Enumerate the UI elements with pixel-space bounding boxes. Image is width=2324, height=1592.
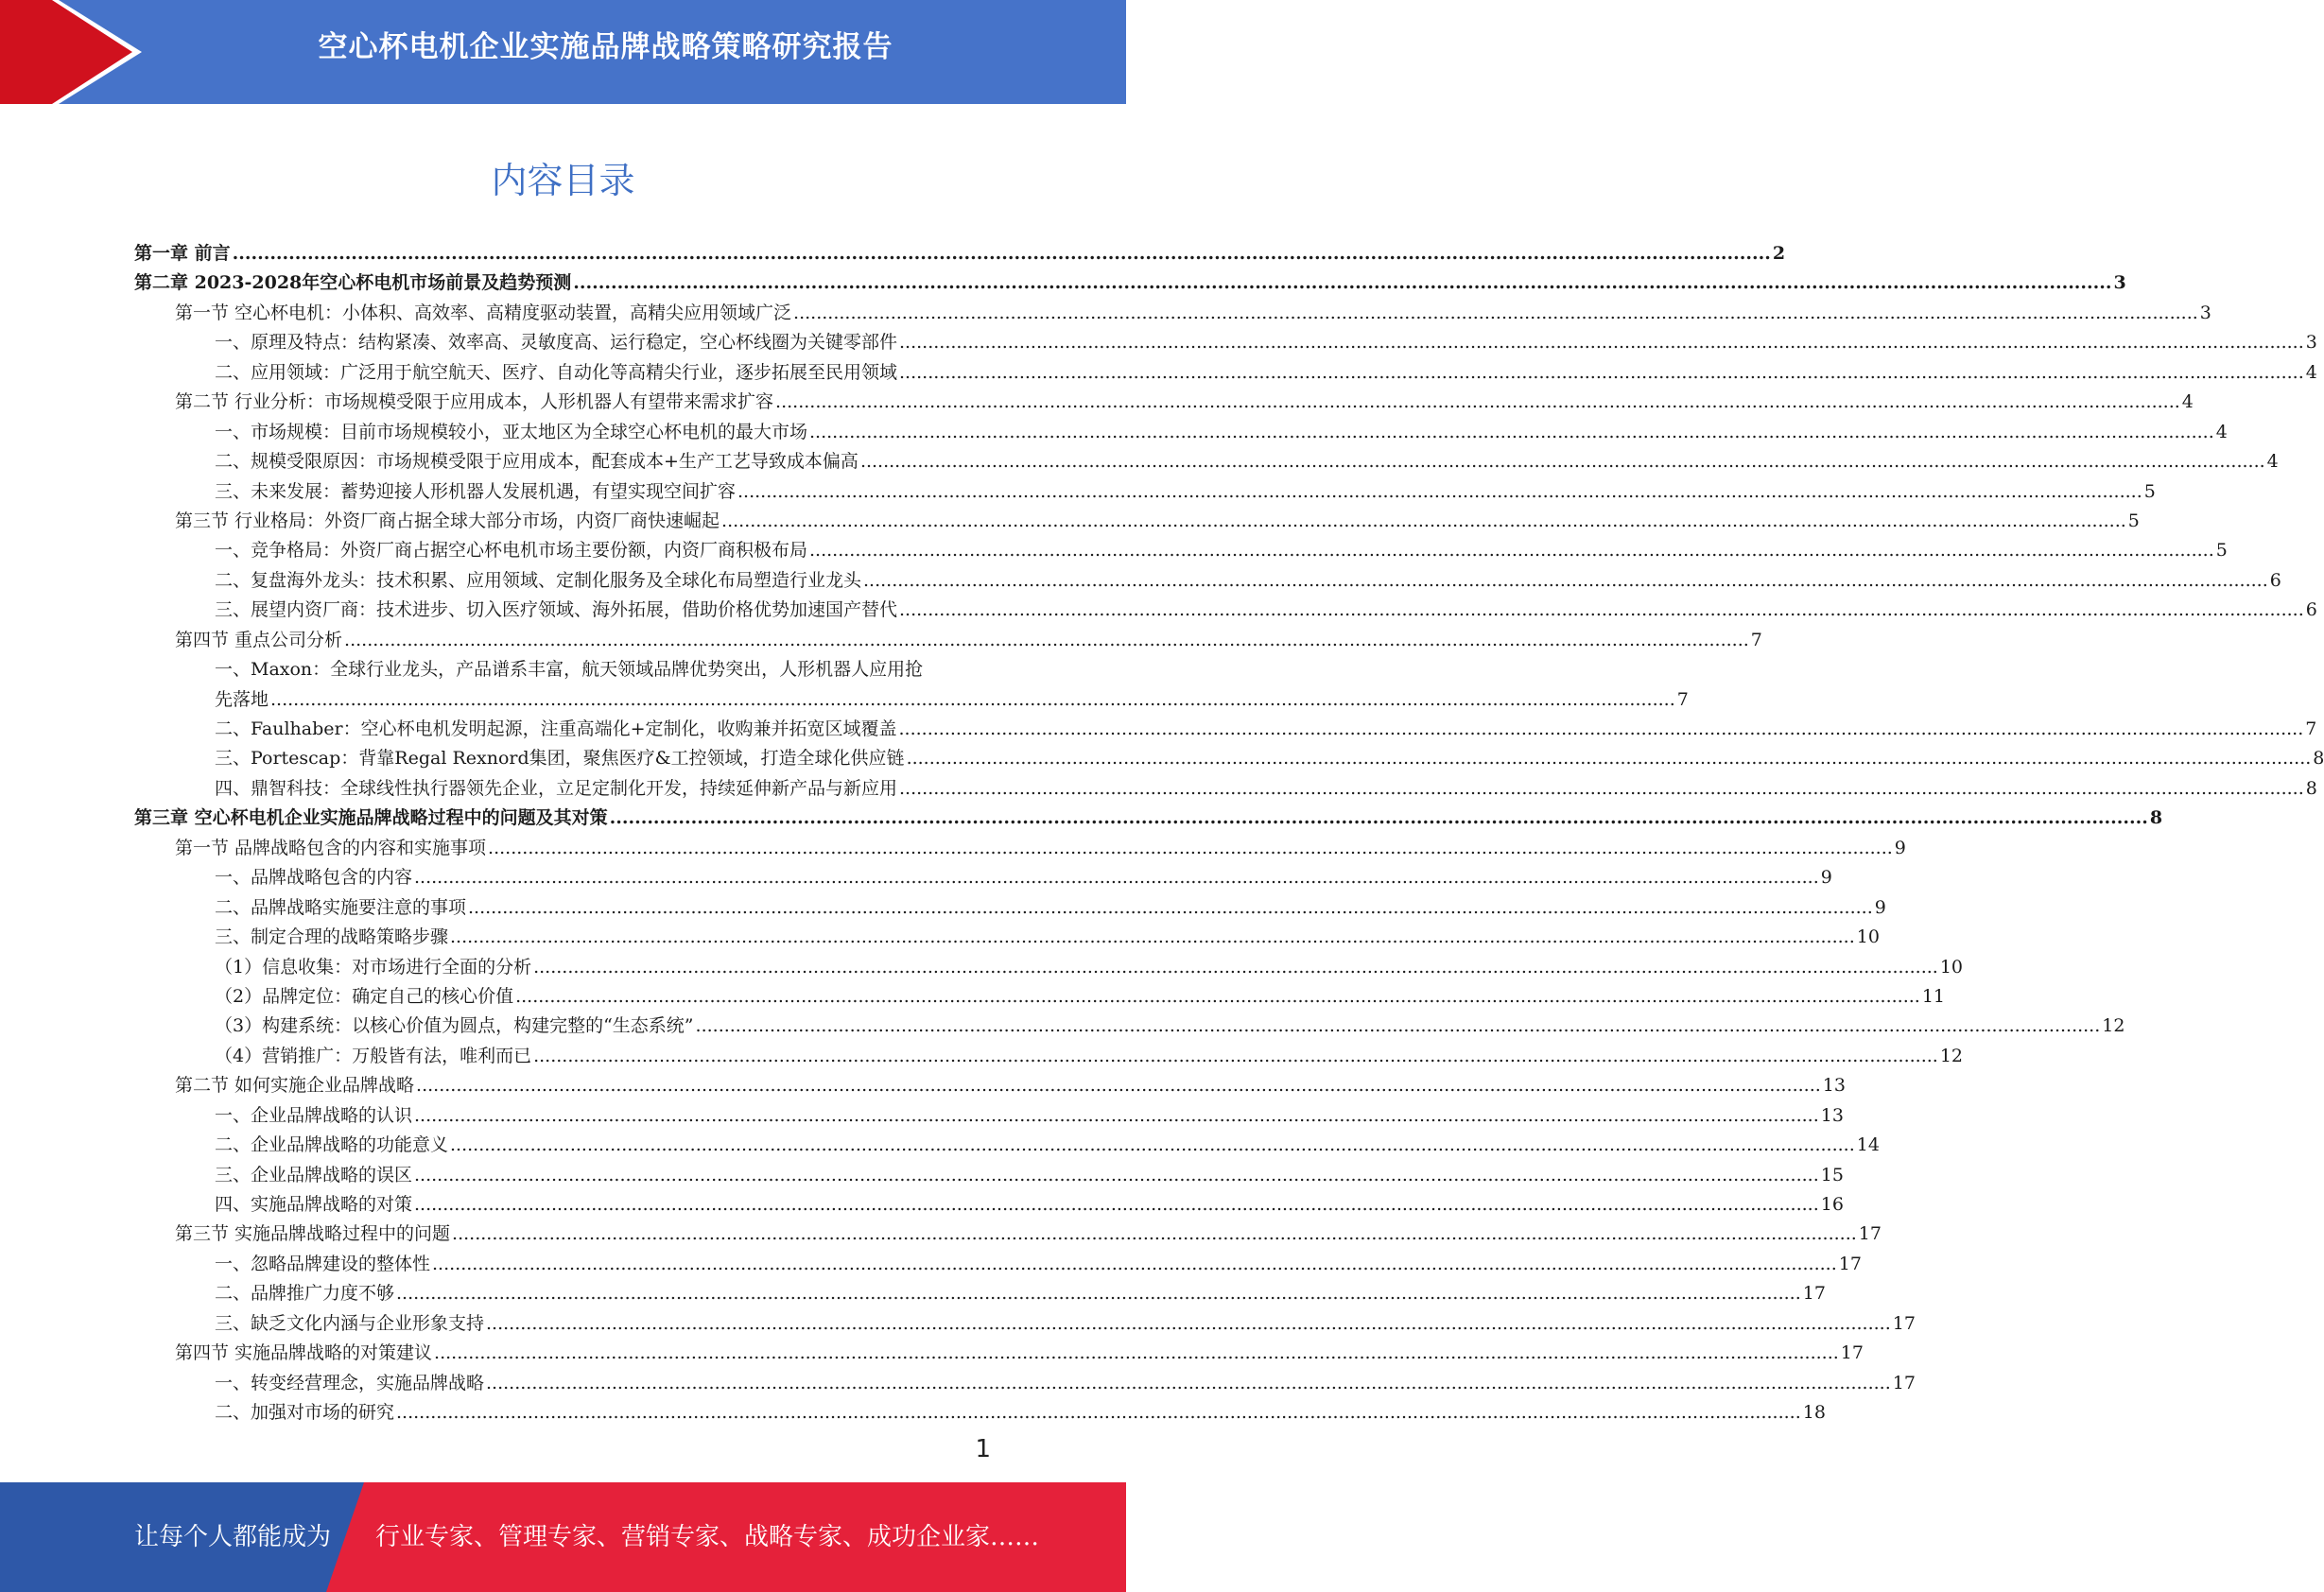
toc-entry-page: 17 (1892, 1312, 1916, 1334)
toc-entry[interactable] (134, 1309, 1916, 1339)
toc-leader-dots (899, 718, 2304, 739)
toc-entry-title: 二、品牌推广力度不够 (215, 1283, 395, 1305)
toc-entry[interactable] (134, 893, 1886, 923)
toc-entry-title: 三、未来发展：蓄势迎接人形机器人发展机遇，有望实现空间扩容 (215, 480, 737, 502)
toc-entry[interactable] (134, 268, 2126, 298)
toc-entry-title: 二、复盘海外龙头：技术积累、应用领域、定制化服务及全球化布局塑造行业龙头 (215, 569, 862, 591)
toc-leader-dots (450, 926, 1855, 947)
toc-entry-title: 第四节 重点公司分析 (175, 629, 343, 650)
toc-leader-dots (533, 1046, 1938, 1066)
toc-entry-title: 一、转变经营理念，实施品牌战略 (215, 1372, 485, 1393)
toc-entry[interactable] (134, 1398, 1826, 1428)
toc-leader-dots (533, 957, 1938, 978)
toc-leader-dots (809, 540, 2214, 561)
toc-entry-title: 第三节 实施品牌战略过程中的问题 (175, 1223, 451, 1245)
toc-entry-title: 四、鼎智科技：全球线性执行器领先企业，立足定制化开发，持续延伸新产品与新应用 (215, 777, 898, 799)
toc-leader-dots (432, 1254, 1837, 1274)
toc-entry[interactable] (134, 715, 2317, 744)
toc-entry-title: 第二节 行业分析：市场规模受限于应用成本，人形机器人有望带来需求扩容 (175, 391, 774, 413)
toc-leader-dots (468, 897, 1873, 918)
toc-entry-title: 二、加强对市场的研究 (215, 1402, 395, 1424)
toc-leader-dots (416, 1075, 1821, 1096)
toc-leader-dots (452, 1223, 1857, 1244)
toc-entry-page: 5 (2143, 480, 2156, 502)
toc-entry-title: 一、企业品牌战略的认识 (215, 1104, 413, 1126)
toc-entry-page: 8 (2149, 807, 2163, 829)
toc-entry-page: 3 (2113, 272, 2126, 294)
toc-leader-dots (793, 303, 2198, 323)
toc-leader-dots (899, 599, 2304, 620)
toc-entry-title: 二、品牌战略实施要注意的事项 (215, 896, 467, 918)
toc-entry[interactable] (134, 299, 2211, 328)
table-of-contents (134, 239, 2324, 1428)
toc-entry[interactable] (134, 418, 2228, 447)
toc-leader-dots (486, 1313, 1891, 1334)
toc-entry[interactable] (134, 1071, 1846, 1100)
toc-entry-page: 3 (2199, 302, 2211, 323)
toc-entry[interactable] (134, 1131, 1880, 1160)
toc-entry-page: 17 (1858, 1223, 1882, 1245)
toc-leader-dots (737, 481, 2142, 502)
toc-entry[interactable] (134, 744, 2324, 773)
toc-leader-dots (396, 1402, 1801, 1423)
toc-entry-title: 三、Portescap：背靠Regal Rexnord集团，聚焦医疗&工控领域，打造全球化供应链 (215, 748, 905, 770)
toc-leader-dots (486, 1373, 1891, 1393)
toc-entry[interactable] (134, 1190, 1844, 1220)
toc-entry[interactable] (134, 923, 1880, 952)
toc-entry-title: （4）营销推广：万般皆有法，唯利而已 (215, 1045, 532, 1066)
toc-entry[interactable] (134, 477, 2156, 507)
toc-entry-title: （2）品牌定位：确定自己的核心价值 (215, 985, 514, 1007)
footer-slogan-right: 行业专家、管理专家、营销专家、战略专家、成功企业家…… (375, 1523, 1040, 1551)
toc-leader-dots (414, 867, 1819, 888)
toc-entry-page: 12 (1939, 1045, 1964, 1066)
toc-entry[interactable] (134, 1250, 1862, 1279)
toc-entry[interactable] (134, 328, 2317, 357)
toc-leader-dots (863, 570, 2268, 591)
toc-entry-page: 17 (1802, 1283, 1826, 1305)
toc-leader-dots (414, 1105, 1819, 1126)
toc-leader-dots (515, 986, 1920, 1007)
toc-entry-title: 二、规模受限原因：市场规模受限于应用成本，配套成本+生产工艺导致成本偏高 (215, 451, 858, 473)
toc-entry-page: 7 (1750, 629, 1762, 650)
toc-leader-dots (775, 391, 2180, 412)
toc-entry-page: 17 (1840, 1342, 1864, 1364)
toc-entry-page: 4 (2215, 421, 2228, 442)
toc-entry-title: 一、Maxon：全球行业龙头，产品谱系丰富，航天领域品牌优势突出，人形机器人应用抢 (215, 659, 924, 681)
toc-leader-dots (434, 1342, 1839, 1363)
footer-banner (0, 1482, 1126, 1592)
toc-entry-title: 第一章 前言 (134, 243, 231, 264)
toc-leader-dots (899, 332, 2304, 353)
toc-leader-dots (344, 630, 1749, 650)
toc-entry-title: 先落地 (215, 688, 269, 710)
toc-entry[interactable] (134, 626, 1762, 655)
toc-entry-page: 9 (1820, 867, 1832, 889)
toc-entry[interactable] (134, 1339, 1864, 1368)
toc-entry-page: 7 (2305, 718, 2317, 739)
toc-entry[interactable] (134, 863, 1832, 892)
toc-entry-title: 一、市场规模：目前市场规模较小，亚太地区为全球空心杯电机的最大市场 (215, 421, 808, 442)
toc-entry-page: 13 (1822, 1075, 1846, 1097)
toc-entry[interactable] (134, 536, 2228, 565)
toc-entry-title: 一、品牌战略包含的内容 (215, 867, 413, 889)
toc-entry[interactable] (134, 1279, 1826, 1308)
toc-entry-page: 13 (1820, 1104, 1844, 1126)
toc-entry-page: 5 (2127, 510, 2140, 531)
toc-entry-page: 14 (1856, 1134, 1880, 1156)
toc-entry[interactable] (134, 834, 1906, 863)
toc-title: 内容目录 (491, 160, 635, 201)
toc-entry[interactable] (134, 685, 1689, 715)
toc-entry-title: 一、原理及特点：结构紧凑、效率高、灵敏度高、运行稳定，空心杯线圈为关键零部件 (215, 332, 898, 354)
toc-leader-dots (450, 1134, 1855, 1155)
toc-entry-page: 4 (2305, 361, 2317, 383)
header-banner (0, 0, 1126, 104)
toc-leader-dots (696, 1015, 2101, 1036)
toc-entry-title: 第四节 实施品牌战略的对策建议 (175, 1342, 433, 1364)
toc-leader-dots (414, 1194, 1819, 1215)
toc-entry-title: 第二章 2023-2028年空心杯电机市场前景及趋势预测 (134, 272, 572, 294)
toc-entry-page: 8 (2313, 748, 2324, 770)
toc-entry-page: 10 (1856, 926, 1880, 948)
toc-entry[interactable] (134, 358, 2317, 388)
toc-entry-page: 9 (1874, 896, 1886, 918)
toc-entry[interactable] (134, 239, 1786, 268)
toc-entry[interactable] (134, 774, 2317, 804)
toc-entry-title: 三、制定合理的战略策略步骤 (215, 926, 449, 948)
toc-entry[interactable] (134, 953, 1964, 982)
toc-entry-page: 6 (2269, 569, 2281, 591)
report-title: 空心杯电机企业实施品牌战略策略研究报告 (318, 30, 893, 64)
toc-entry[interactable] (134, 1220, 1882, 1249)
toc-entry[interactable] (134, 447, 2279, 476)
toc-leader-dots (721, 510, 2126, 531)
page-number: 1 (975, 1435, 991, 1463)
toc-entry[interactable] (134, 507, 2140, 536)
toc-entry-title: （3）构建系统：以核心价值为圆点，构建完整的“生态系统” (215, 1015, 694, 1037)
toc-entry[interactable] (134, 596, 2317, 625)
toc-entry[interactable] (134, 388, 2194, 417)
toc-leader-dots (899, 362, 2304, 383)
toc-entry-title: 三、企业品牌战略的误区 (215, 1164, 413, 1185)
toc-entry-page: 8 (2305, 777, 2317, 799)
toc-entry-page: 5 (2215, 540, 2228, 562)
toc-entry-title: （1）信息收集：对市场进行全面的分析 (215, 956, 532, 978)
toc-entry-title: 第三节 行业格局：外资厂商占据全球大部分市场，内资厂商快速崛起 (175, 510, 720, 531)
toc-leader-dots (809, 422, 2214, 442)
toc-entry-page: 3 (2305, 332, 2317, 354)
toc-entry-page: 9 (1894, 837, 1906, 858)
toc-entry-title: 第一节 空心杯电机：小体积、高效率、高精度驱动装置，高精尖应用领域广泛 (175, 302, 792, 323)
toc-entry-page: 4 (2266, 451, 2279, 473)
toc-leader-dots (233, 243, 1771, 264)
toc-entry[interactable] (134, 1042, 1964, 1071)
toc-entry-page: 18 (1802, 1402, 1826, 1424)
toc-leader-dots (860, 451, 2265, 472)
toc-entry-page: 17 (1838, 1253, 1862, 1274)
toc-entry-title: 第一节 品牌战略包含的内容和实施事项 (175, 837, 487, 858)
toc-entry[interactable] (134, 655, 991, 684)
toc-leader-dots (396, 1283, 1801, 1304)
toc-entry[interactable] (134, 1101, 1844, 1131)
toc-entry-title: 二、企业品牌战略的功能意义 (215, 1134, 449, 1156)
toc-entry-page: 16 (1820, 1194, 1844, 1215)
toc-entry-page: 10 (1939, 956, 1964, 978)
toc-entry-page: 15 (1820, 1164, 1844, 1185)
toc-entry-page: 7 (1676, 688, 1689, 710)
footer-slogan-left: 让每个人都能成为 (134, 1523, 332, 1551)
toc-leader-dots (907, 748, 2312, 769)
toc-entry[interactable] (134, 1012, 2125, 1041)
toc-entry-title: 三、展望内资厂商：技术进步、切入医疗领域、海外拓展，借助价格优势加速国产替代 (215, 599, 898, 621)
toc-entry-title: 第二节 如何实施企业品牌战略 (175, 1075, 415, 1097)
toc-entry[interactable] (134, 804, 2163, 833)
toc-entry-page: 17 (1892, 1372, 1916, 1393)
toc-entry[interactable] (134, 982, 1946, 1012)
toc-entry-page: 4 (2181, 391, 2194, 413)
toc-entry-title: 三、缺乏文化内涵与企业形象支持 (215, 1312, 485, 1334)
toc-entry-title: 一、忽略品牌建设的整体性 (215, 1253, 431, 1274)
toc-leader-dots (573, 272, 2111, 293)
toc-entry-title: 第三章 空心杯电机企业实施品牌战略过程中的问题及其对策 (134, 807, 608, 829)
toc-leader-dots (899, 778, 2304, 799)
toc-leader-dots (270, 689, 1675, 710)
toc-entry-title: 二、Faulhaber：空心杯电机发明起源，注重高端化+定制化，收购兼并拓宽区域覆盖 (215, 718, 897, 739)
toc-entry-title: 一、竞争格局：外资厂商占据空心杯电机市场主要份额，内资厂商积极布局 (215, 540, 808, 562)
toc-entry-page: 6 (2305, 599, 2317, 621)
toc-entry-title: 四、实施品牌战略的对策 (215, 1194, 413, 1215)
toc-leader-dots (610, 807, 2148, 828)
toc-entry-page: 11 (1921, 985, 1946, 1007)
toc-entry[interactable] (134, 566, 2281, 596)
toc-entry-page: 2 (1772, 243, 1786, 264)
toc-leader-dots (414, 1165, 1819, 1185)
toc-leader-dots (488, 838, 1893, 858)
toc-entry[interactable] (134, 1369, 1916, 1398)
toc-entry-title: 二、应用领域：广泛用于航空航天、医疗、自动化等高精尖行业，逐步拓展至民用领域 (215, 361, 898, 383)
toc-entry[interactable] (134, 1161, 1844, 1190)
toc-entry-page: 12 (2102, 1015, 2125, 1037)
